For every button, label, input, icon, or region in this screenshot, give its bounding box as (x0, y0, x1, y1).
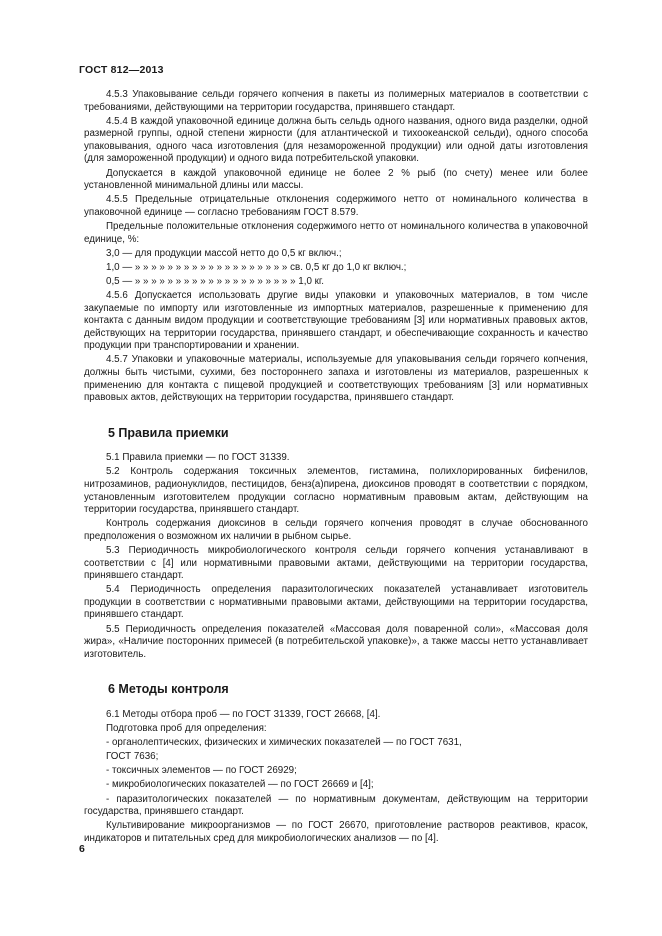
paragraph-6-1-cultivation: Культивирование микроорганизмов — по ГОСТ 26670, приготовление растворов реактивов, красок, индикаторов и питательных сред для микробиологических анализов — по [4]. (84, 820, 588, 844)
page-number: 6 (79, 843, 85, 855)
list-item: - органолептических, физических и химических показателей — по ГОСТ 7631, (106, 737, 462, 749)
section-6-heading: 6 Методы контроля (108, 682, 229, 697)
paragraph-5-4: 5.4 Периодичность определения паразитологических показателей устанавливает изготовитель продукции в соответствии с нормативными правовыми актами, действующими на территории государства, принявшего стандарт. (84, 584, 588, 621)
list-item: - микробиологических показателей — по ГОСТ 26669 и [4]; (106, 779, 374, 791)
tolerance-line: 1,0 — » » » » » » » » » » » » » » » » » » » св. 0,5 кг до 1,0 кг включ.; (106, 261, 407, 273)
paragraph-4-5-3: 4.5.3 Упаковывание сельди горячего копчения в пакеты из полимерных материалов в соответствии с требованиями, действующими на территории государства, принявшего стандарт. (84, 89, 588, 113)
tolerance-line: 0,5 — » » » » » » » » » » » » » » » » » » » » 1,0 кг. (106, 275, 324, 287)
document-body (84, 89, 588, 847)
paragraph-5-5: 5.5 Периодичность определения показателей «Массовая доля поваренной соли», «Массовая доля жира», «Наличие посторонних примесей (в потребительской упаковке)», а также массы нетто устанавливает изготовитель. (84, 623, 588, 660)
paragraph-5-1: 5.1 Правила приемки — по ГОСТ 31339. (106, 452, 290, 464)
list-item: - токсичных элементов — по ГОСТ 26929; (106, 765, 297, 777)
paragraph-5-2-dioxins: Контроль содержания диоксинов в сельди горячего копчения проводят в случае обоснованного предположения о возможном их наличии в рыбном сырье. (84, 518, 588, 542)
tolerance-line: 3,0 — для продукции массой нетто до 0,5 кг включ.; (106, 247, 342, 259)
document-header: ГОСТ 812—2013 (79, 64, 164, 76)
paragraph-5-3: 5.3 Периодичность микробиологического контроля сельди горячего копчения устанавливают в соответствии с [4] или нормативными правовыми актами, действующими на территории государства, принявшего стандарт. (84, 545, 588, 582)
paragraph-4-5-5: 4.5.5 Предельные отрицательные отклонения содержимого нетто от номинального количества в упаковочной единице — согласно требованиям ГОСТ 8.579. (84, 194, 588, 218)
paragraph-4-5-5-positive: Предельные положительные отклонения содержимого нетто от номинального количества в упаковочной единице, %: (84, 220, 588, 245)
paragraph-4-5-6: 4.5.6 Допускается использовать другие виды упаковки и упаковочных материалов, в том числе закупаемые по импорту или изготовленные из импортных материалов, разрешенные к применению для контакта с данным видом продукции и соответствующие требованиям [3] или нормативных правовых актов, действующих на территории государства, принявшего стандарт, и обеспечивающие сохранность и качество продукции при транспортировании и хранении. (84, 289, 588, 352)
paragraph-4-5-4: 4.5.4 В каждой упаковочной единице должна быть сельдь одного названия, одного вида разделки, одной размерной группы, одной степени жирности (для атлантической и тихоокеанской сельди), одного способа упаковывания, одного часа изготовления (для незамороженной продукции) или одной даты изготовления (для замороженной продукции) и одного вида потребительской упаковки. (84, 115, 588, 165)
paragraph-4-5-7: 4.5.7 Упаковки и упаковочные материалы, используемые для упаковывания сельди горячего копчения, должны быть чистыми, сухими, без постороннего запаха и изготовлены из материалов, разрешенных к применению для контакта с пищевой продукцией и соответствующих требованиям [3] или нормативных правовых актов, действующих на территории государства, принявшего стандарт. (84, 354, 588, 404)
paragraph-6-1-prep: Подготовка проб для определения: (106, 723, 267, 735)
paragraph-4-5-4-tolerance: Допускается в каждой упаковочной единице не более 2 % рыб (по счету) менее или более установленной минимальной длины или массы. (84, 167, 588, 192)
section-5-heading: 5 Правила приемки (108, 425, 229, 440)
list-item-continuation: ГОСТ 7636; (106, 751, 159, 763)
paragraph-6-1: 6.1 Методы отбора проб — по ГОСТ 31339, ГОСТ 26668, [4]. (106, 708, 381, 720)
paragraph-5-2: 5.2 Контроль содержания токсичных элементов, гистамина, полихлорированных бифенилов, нитрозаминов, радионуклидов, пестицидов, бенз(а)пирена, диоксинов проводят в соответствии с порядком, установленным изготовителем продукции согласно нормативным правовым актам, действующим на территории государства, принявшего стандарт. (84, 466, 588, 516)
list-item: - паразитологических показателей — по нормативным документам, действующим на территории государства, принявшего стандарт. (84, 793, 588, 818)
